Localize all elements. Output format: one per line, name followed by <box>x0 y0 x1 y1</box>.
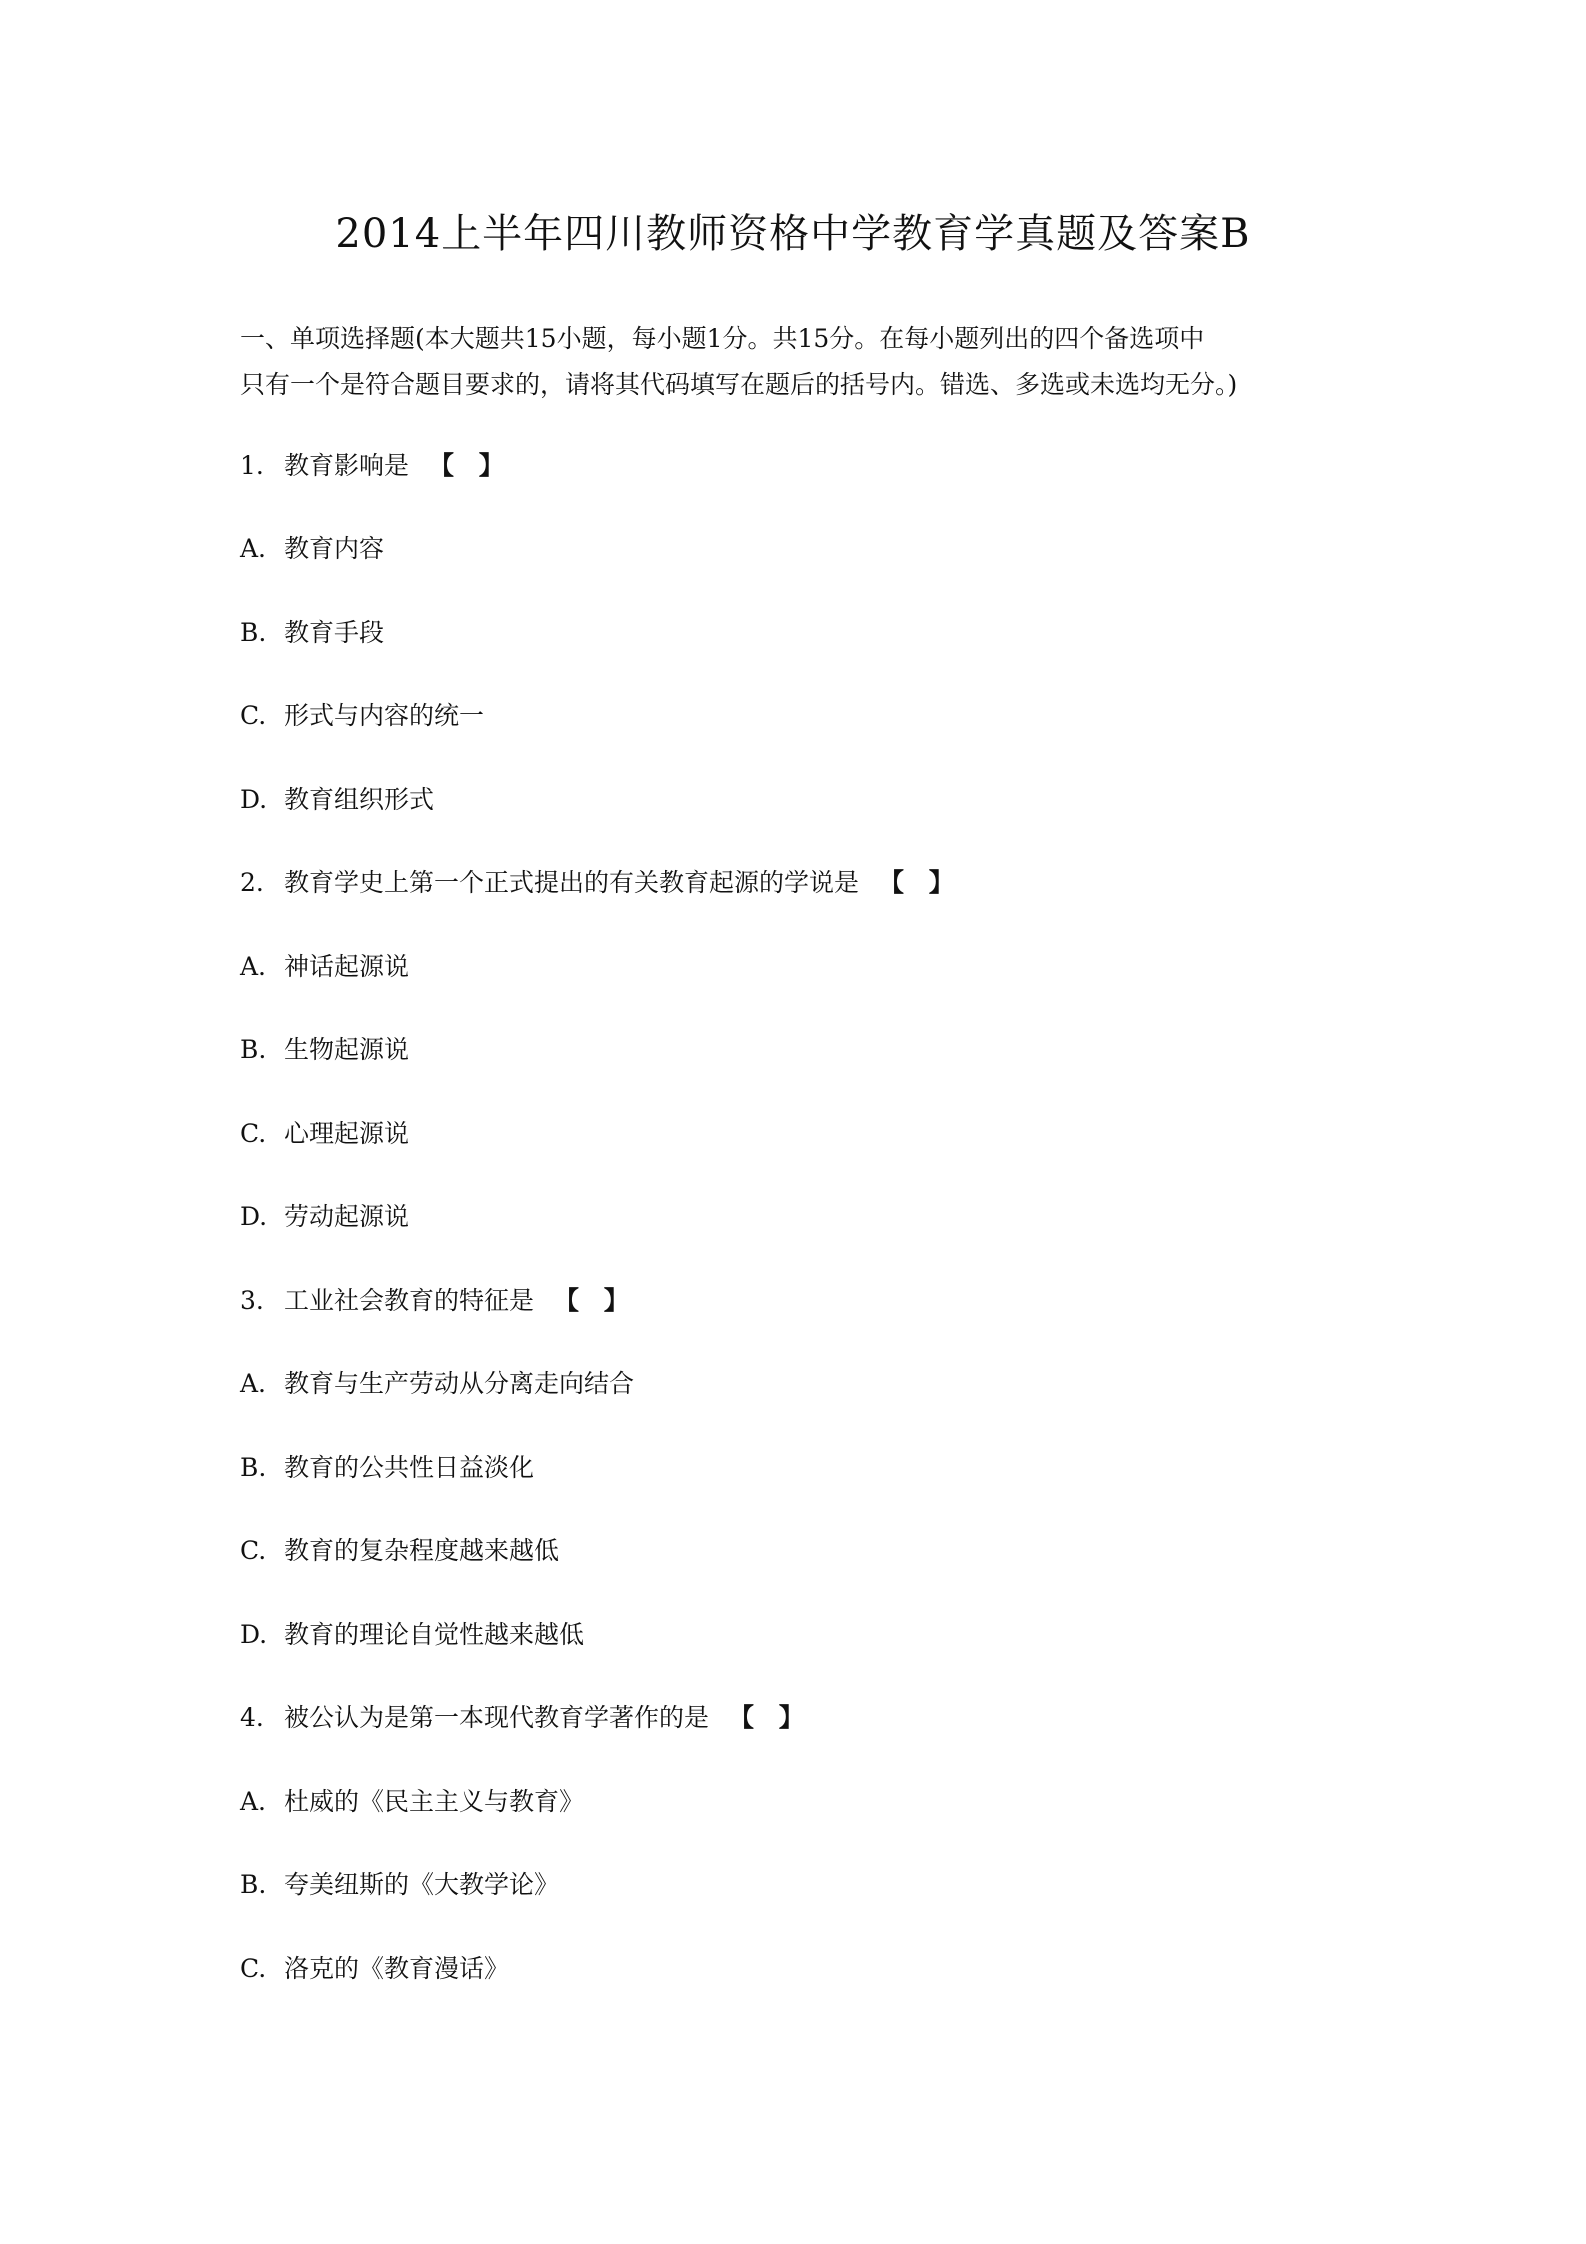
answer-bracket: 【 】 <box>729 1703 812 1732</box>
option-label: A. <box>240 952 267 981</box>
option-text: 生物起源说 <box>284 1035 410 1064</box>
option-label: B. <box>240 1035 267 1064</box>
option-text: 劳动起源说 <box>284 1202 410 1231</box>
instructions-line-2: 只有一个是符合题目要求的，请将其代码填写在题后的括号内。错选、多选或未选均无分。) <box>240 370 1238 399</box>
question-text: 教育影响是 <box>284 451 410 480</box>
answer-bracket: 【 】 <box>879 868 962 897</box>
question-1-option-c <box>240 696 484 736</box>
question-3-option-a <box>240 1364 634 1404</box>
question-1-stem <box>240 446 512 486</box>
question-text: 被公认为是第一本现代教育学著作的是 <box>284 1703 710 1732</box>
question-1-option-b <box>240 613 384 653</box>
option-text: 教育内容 <box>284 534 385 563</box>
question-2-stem <box>240 863 962 903</box>
answer-bracket: 【 】 <box>429 451 512 480</box>
option-label: B. <box>240 618 267 647</box>
question-3-option-b <box>240 1448 534 1488</box>
question-1-option-a <box>240 529 384 569</box>
option-label: D. <box>240 785 268 814</box>
question-3-option-d <box>240 1615 584 1655</box>
question-4-stem <box>240 1698 812 1738</box>
option-text: 夸美纽斯的《大教学论》 <box>284 1870 560 1899</box>
option-label: D. <box>240 1620 268 1649</box>
question-4-option-c <box>240 1949 509 1989</box>
option-label: A. <box>240 1787 267 1816</box>
question-number: 1. <box>240 451 264 480</box>
question-number: 4. <box>240 1703 264 1732</box>
section-instructions <box>240 316 1360 408</box>
option-label: C. <box>240 1954 267 1983</box>
question-4-option-b <box>240 1865 559 1905</box>
instructions-line-1: 一、单项选择题(本大题共15小题，每小题1分。共15分。在每小题列出的四个备选项中 <box>240 324 1205 353</box>
option-text: 教育组织形式 <box>284 785 435 814</box>
option-text: 心理起源说 <box>284 1119 410 1148</box>
question-2-option-c <box>240 1114 409 1154</box>
page-title: 2014上半年四川教师资格中学教育学真题及答案B <box>335 211 1251 257</box>
option-label: D. <box>240 1202 268 1231</box>
question-number: 2. <box>240 868 264 897</box>
question-text: 教育学史上第一个正式提出的有关教育起源的学说是 <box>284 868 860 897</box>
question-1-option-d <box>240 780 434 820</box>
question-3-option-c <box>240 1531 559 1571</box>
option-text: 教育的复杂程度越来越低 <box>284 1536 560 1565</box>
option-label: B. <box>240 1453 267 1482</box>
option-text: 教育手段 <box>284 618 385 647</box>
option-label: A. <box>240 1369 267 1398</box>
option-label: C. <box>240 1119 267 1148</box>
question-2-option-b <box>240 1030 409 1070</box>
question-4-option-a <box>240 1782 584 1822</box>
option-label: C. <box>240 701 267 730</box>
option-text: 神话起源说 <box>284 952 410 981</box>
answer-bracket: 【 】 <box>554 1286 637 1315</box>
question-2-option-a <box>240 947 409 987</box>
question-text: 工业社会教育的特征是 <box>284 1286 535 1315</box>
option-text: 杜威的《民主主义与教育》 <box>284 1787 585 1816</box>
question-3-stem <box>240 1281 637 1321</box>
question-number: 3. <box>240 1286 264 1315</box>
option-text: 形式与内容的统一 <box>284 701 485 730</box>
option-text: 教育的公共性日益淡化 <box>284 1453 535 1482</box>
option-label: A. <box>240 534 267 563</box>
option-text: 洛克的《教育漫话》 <box>284 1954 510 1983</box>
option-text: 教育的理论自觉性越来越低 <box>284 1620 585 1649</box>
option-text: 教育与生产劳动从分离走向结合 <box>284 1369 635 1398</box>
option-label: C. <box>240 1536 267 1565</box>
question-2-option-d <box>240 1197 409 1237</box>
option-label: B. <box>240 1870 267 1899</box>
